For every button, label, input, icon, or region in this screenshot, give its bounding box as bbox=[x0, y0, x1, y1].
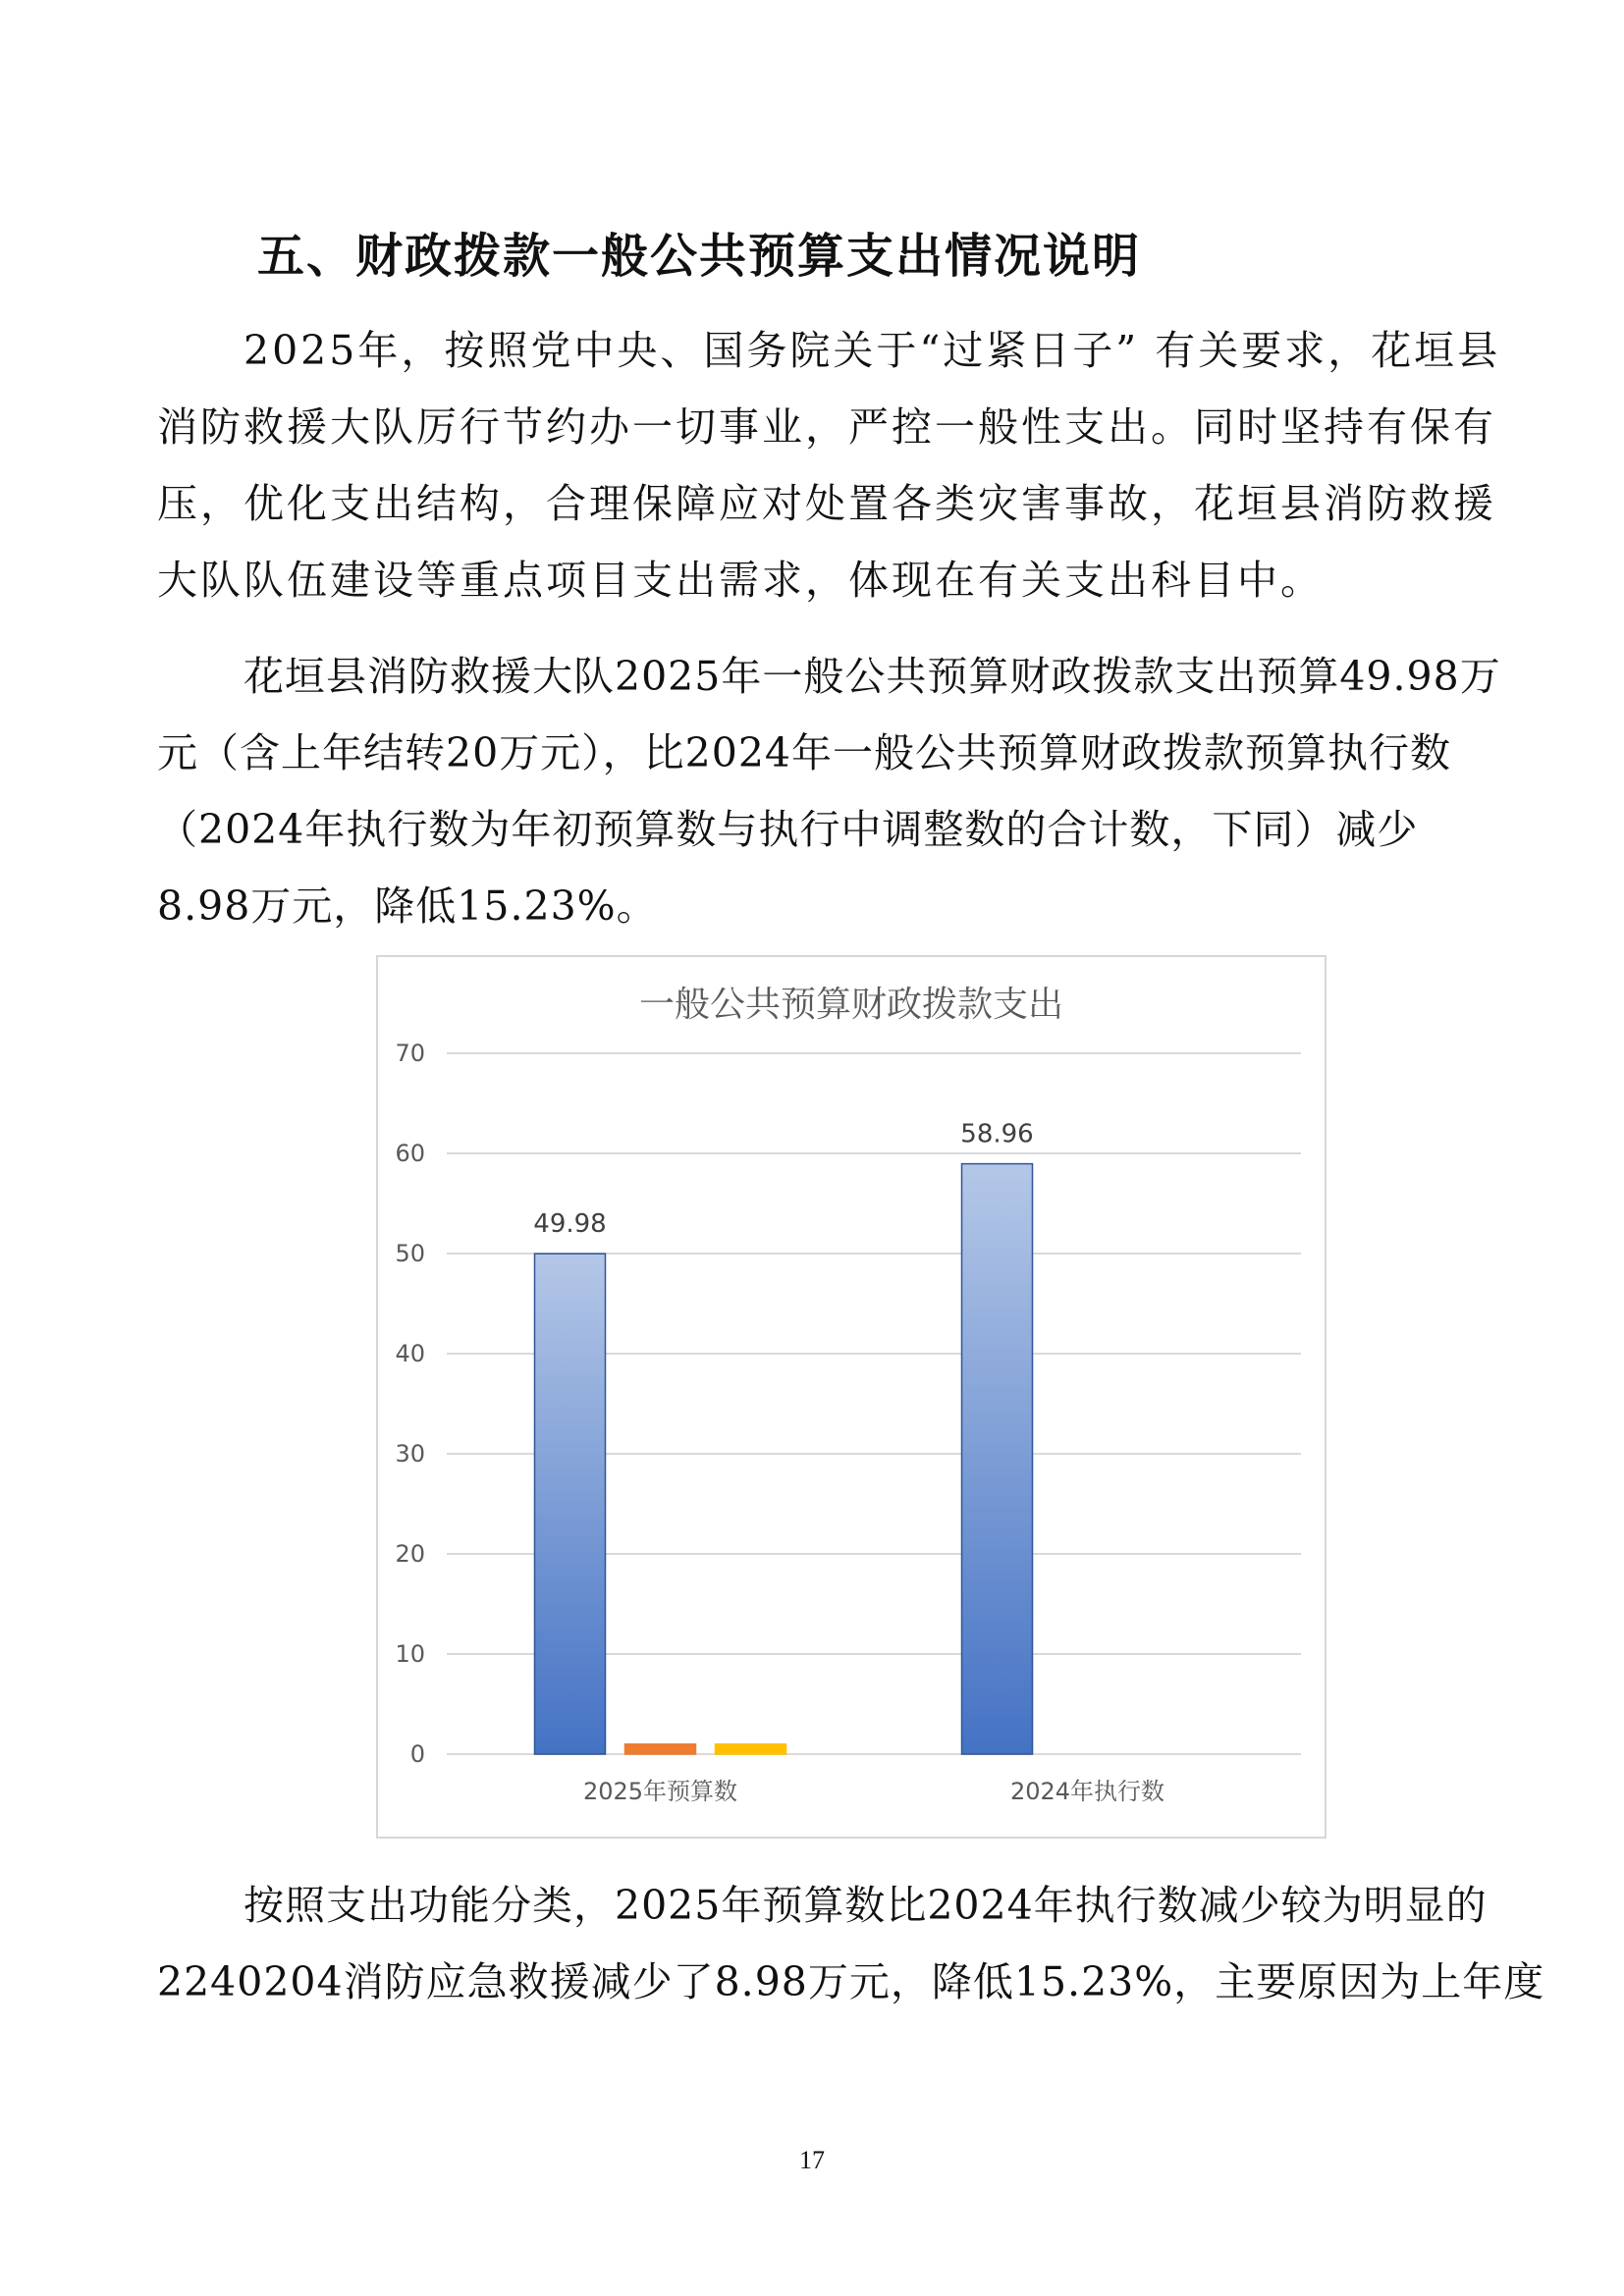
y-tick-label: 30 bbox=[395, 1440, 425, 1468]
y-tick-label: 60 bbox=[395, 1140, 425, 1167]
bar-series1-0 bbox=[535, 1254, 606, 1754]
text-line: （2024年执行数为年初预算数与执行中调整数的合计数，下同）减少 bbox=[157, 806, 1419, 853]
text-line: 8.98万元，降低15.23%。 bbox=[157, 882, 658, 930]
bar-series1-1 bbox=[962, 1164, 1033, 1754]
y-tick-label: 40 bbox=[395, 1340, 425, 1367]
page-number: 17 bbox=[799, 2146, 825, 2174]
x-tick-label: 2025年预算数 bbox=[582, 1778, 738, 1805]
y-tick-label: 70 bbox=[395, 1040, 425, 1067]
data-label: 49.98 bbox=[533, 1209, 607, 1240]
y-tick-label: 0 bbox=[409, 1740, 425, 1768]
x-tick-label: 2024年执行数 bbox=[1009, 1778, 1165, 1805]
chart-svg bbox=[378, 957, 1325, 1837]
paragraph-3 bbox=[157, 1867, 1545, 2020]
y-tick-label: 50 bbox=[395, 1240, 425, 1267]
text-line: 2025年，按照党中央、国务院关于“过紧日子” 有关要求，花垣县 bbox=[244, 327, 1501, 374]
text-line: 元（含上年结转20万元），比2024年一般公共预算财政拨款预算执行数 bbox=[157, 729, 1452, 776]
text-line: 压，优化支出结构，合理保障应对处置各类灾害事故，花垣县消防救援 bbox=[157, 480, 1496, 527]
y-tick-label: 10 bbox=[395, 1640, 425, 1668]
paragraph-2 bbox=[157, 638, 1532, 944]
text-line: 大队队伍建设等重点项目支出需求，体现在有关支出科目中。 bbox=[157, 557, 1324, 604]
text-line: 按照支出功能分类，2025年预算数比2024年执行数减少较为明显的 bbox=[244, 1882, 1488, 1929]
bar-series3-0 bbox=[716, 1744, 786, 1754]
text-line: 2240204消防应急救援减少了8.98万元，降低15.23%，主要原因为上年度 bbox=[157, 1958, 1545, 2005]
bar-series2-0 bbox=[625, 1744, 696, 1754]
data-label: 58.96 bbox=[960, 1119, 1034, 1149]
bar-chart bbox=[376, 955, 1326, 1839]
paragraph-1 bbox=[157, 312, 1532, 618]
text-line: 花垣县消防救援大队2025年一般公共预算财政拨款支出预算49.98万 bbox=[244, 653, 1501, 700]
text-line: 消防救援大队厉行节约办一切事业，严控一般性支出。同时坚持有保有 bbox=[157, 403, 1496, 451]
chart-title: 一般公共预算财政拨款支出 bbox=[638, 985, 1064, 1025]
y-tick-label: 20 bbox=[395, 1540, 425, 1568]
section-heading: 五、财政拨款一般公共预算支出情况说明 bbox=[257, 229, 1142, 284]
